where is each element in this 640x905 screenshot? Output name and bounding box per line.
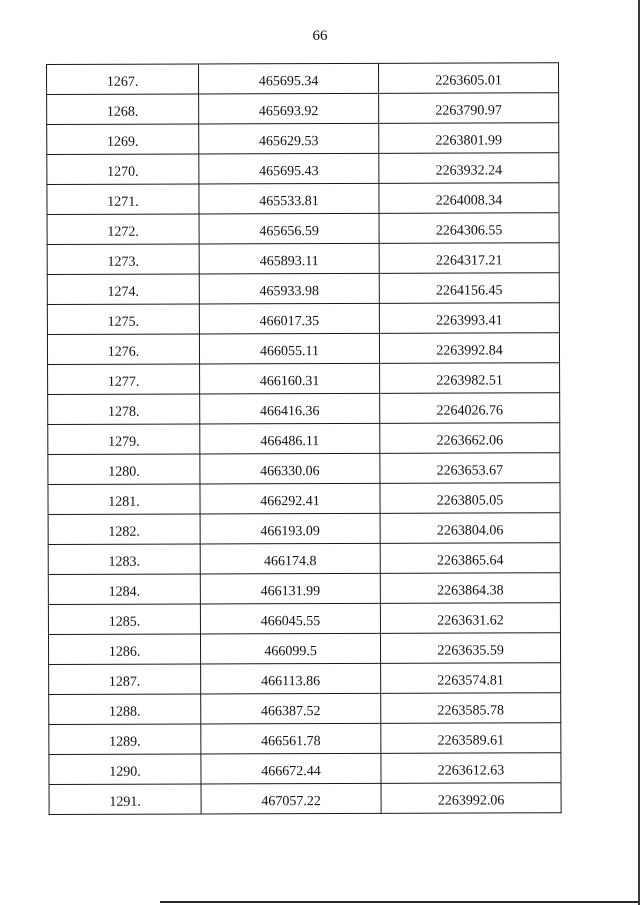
x-coordinate-cell: 465656.59 (199, 213, 379, 244)
x-coordinate-cell: 466174.8 (200, 543, 380, 574)
point-number-cell: 1285. (48, 604, 200, 635)
x-coordinate-cell: 466113.86 (201, 663, 381, 694)
table-row (47, 213, 559, 245)
x-coordinate-cell: 466672.44 (201, 753, 381, 784)
point-number-cell: 1291. (49, 784, 201, 815)
point-number-cell: 1272. (47, 214, 199, 245)
table-body (47, 63, 562, 815)
table-row (48, 513, 560, 545)
point-number-cell: 1276. (47, 334, 199, 365)
x-coordinate-cell: 465695.34 (199, 63, 379, 94)
y-coordinate-cell: 2263864.38 (380, 573, 560, 604)
table-row (48, 543, 560, 575)
y-coordinate-cell: 2263992.84 (379, 333, 559, 364)
table-row (49, 753, 561, 785)
x-coordinate-cell: 465533.81 (199, 183, 379, 214)
x-coordinate-cell: 467057.22 (201, 783, 381, 814)
x-coordinate-cell: 466486.11 (200, 423, 380, 454)
y-coordinate-cell: 2263805.05 (380, 483, 560, 514)
table-row (48, 483, 560, 515)
point-number-cell: 1271. (47, 184, 199, 215)
table-row (47, 183, 559, 215)
x-coordinate-cell: 466416.36 (200, 393, 380, 424)
table-row (48, 393, 560, 425)
y-coordinate-cell: 2263801.99 (379, 123, 559, 154)
x-coordinate-cell: 466045.55 (200, 603, 380, 634)
point-number-cell: 1275. (47, 304, 199, 335)
point-number-cell: 1277. (48, 364, 200, 395)
table-row (48, 453, 560, 485)
point-number-cell: 1270. (47, 154, 199, 185)
point-number-cell: 1269. (47, 124, 199, 155)
coordinates-table (46, 62, 562, 815)
y-coordinate-cell: 2263662.06 (380, 423, 560, 454)
point-number-cell: 1281. (48, 484, 200, 515)
scan-line (160, 901, 640, 903)
point-number-cell: 1283. (48, 544, 200, 575)
x-coordinate-cell: 466131.99 (200, 573, 380, 604)
y-coordinate-cell: 2264156.45 (379, 273, 559, 304)
table-row (47, 123, 559, 155)
x-coordinate-cell: 465629.53 (199, 123, 379, 154)
y-coordinate-cell: 2263635.59 (380, 633, 560, 664)
y-coordinate-cell: 2263790.97 (379, 93, 559, 124)
table-row (49, 783, 561, 815)
x-coordinate-cell: 466387.52 (201, 693, 381, 724)
x-coordinate-cell: 466561.78 (201, 723, 381, 754)
x-coordinate-cell: 465693.92 (199, 93, 379, 124)
point-number-cell: 1284. (48, 574, 200, 605)
point-number-cell: 1287. (49, 664, 201, 695)
x-coordinate-cell: 465933.98 (199, 273, 379, 304)
table-row (47, 93, 559, 125)
x-coordinate-cell: 465695.43 (199, 153, 379, 184)
x-coordinate-cell: 466160.31 (200, 363, 380, 394)
x-coordinate-cell: 465893.11 (199, 243, 379, 274)
table-row (49, 693, 561, 725)
table-row (47, 153, 559, 185)
point-number-cell: 1273. (47, 244, 199, 275)
y-coordinate-cell: 2263804.06 (380, 513, 560, 544)
table-row (49, 723, 561, 755)
y-coordinate-cell: 2264306.55 (379, 213, 559, 244)
point-number-cell: 1278. (48, 394, 200, 425)
table-row (48, 573, 560, 605)
x-coordinate-cell: 466330.06 (200, 453, 380, 484)
y-coordinate-cell: 2263585.78 (381, 693, 561, 724)
y-coordinate-cell: 2263605.01 (378, 63, 558, 94)
x-coordinate-cell: 466193.09 (200, 513, 380, 544)
y-coordinate-cell: 2264317.21 (379, 243, 559, 274)
page-number: 66 (312, 28, 328, 44)
table-row (48, 423, 560, 455)
point-number-cell: 1282. (48, 514, 200, 545)
y-coordinate-cell: 2264026.76 (380, 393, 560, 424)
table-row (47, 63, 559, 95)
y-coordinate-cell: 2263574.81 (381, 663, 561, 694)
table-row (48, 633, 560, 665)
table-row (47, 303, 559, 335)
y-coordinate-cell: 2263865.64 (380, 543, 560, 574)
x-coordinate-cell: 466055.11 (199, 333, 379, 364)
point-number-cell: 1279. (48, 424, 200, 455)
point-number-cell: 1290. (49, 754, 201, 785)
y-coordinate-cell: 2263992.06 (381, 783, 561, 814)
y-coordinate-cell: 2263631.62 (380, 603, 560, 634)
point-number-cell: 1267. (47, 64, 199, 95)
y-coordinate-cell: 2263612.63 (381, 753, 561, 784)
x-coordinate-cell: 466292.41 (200, 483, 380, 514)
x-coordinate-cell: 466099.5 (200, 633, 380, 664)
y-coordinate-cell: 2263589.61 (381, 723, 561, 754)
table-row (47, 333, 559, 365)
x-coordinate-cell: 466017.35 (199, 303, 379, 334)
point-number-cell: 1280. (48, 454, 200, 485)
table-row (49, 663, 561, 695)
point-number-cell: 1274. (47, 274, 199, 305)
y-coordinate-cell: 2263993.41 (379, 303, 559, 334)
table-row (47, 243, 559, 275)
point-number-cell: 1288. (49, 694, 201, 725)
table-row (47, 273, 559, 305)
point-number-cell: 1286. (48, 634, 200, 665)
table-row (48, 363, 560, 395)
y-coordinate-cell: 2263653.67 (380, 453, 560, 484)
point-number-cell: 1289. (49, 724, 201, 755)
y-coordinate-cell: 2264008.34 (379, 183, 559, 214)
table-row (48, 603, 560, 635)
point-number-cell: 1268. (47, 94, 199, 125)
y-coordinate-cell: 2263982.51 (380, 363, 560, 394)
y-coordinate-cell: 2263932.24 (379, 153, 559, 184)
